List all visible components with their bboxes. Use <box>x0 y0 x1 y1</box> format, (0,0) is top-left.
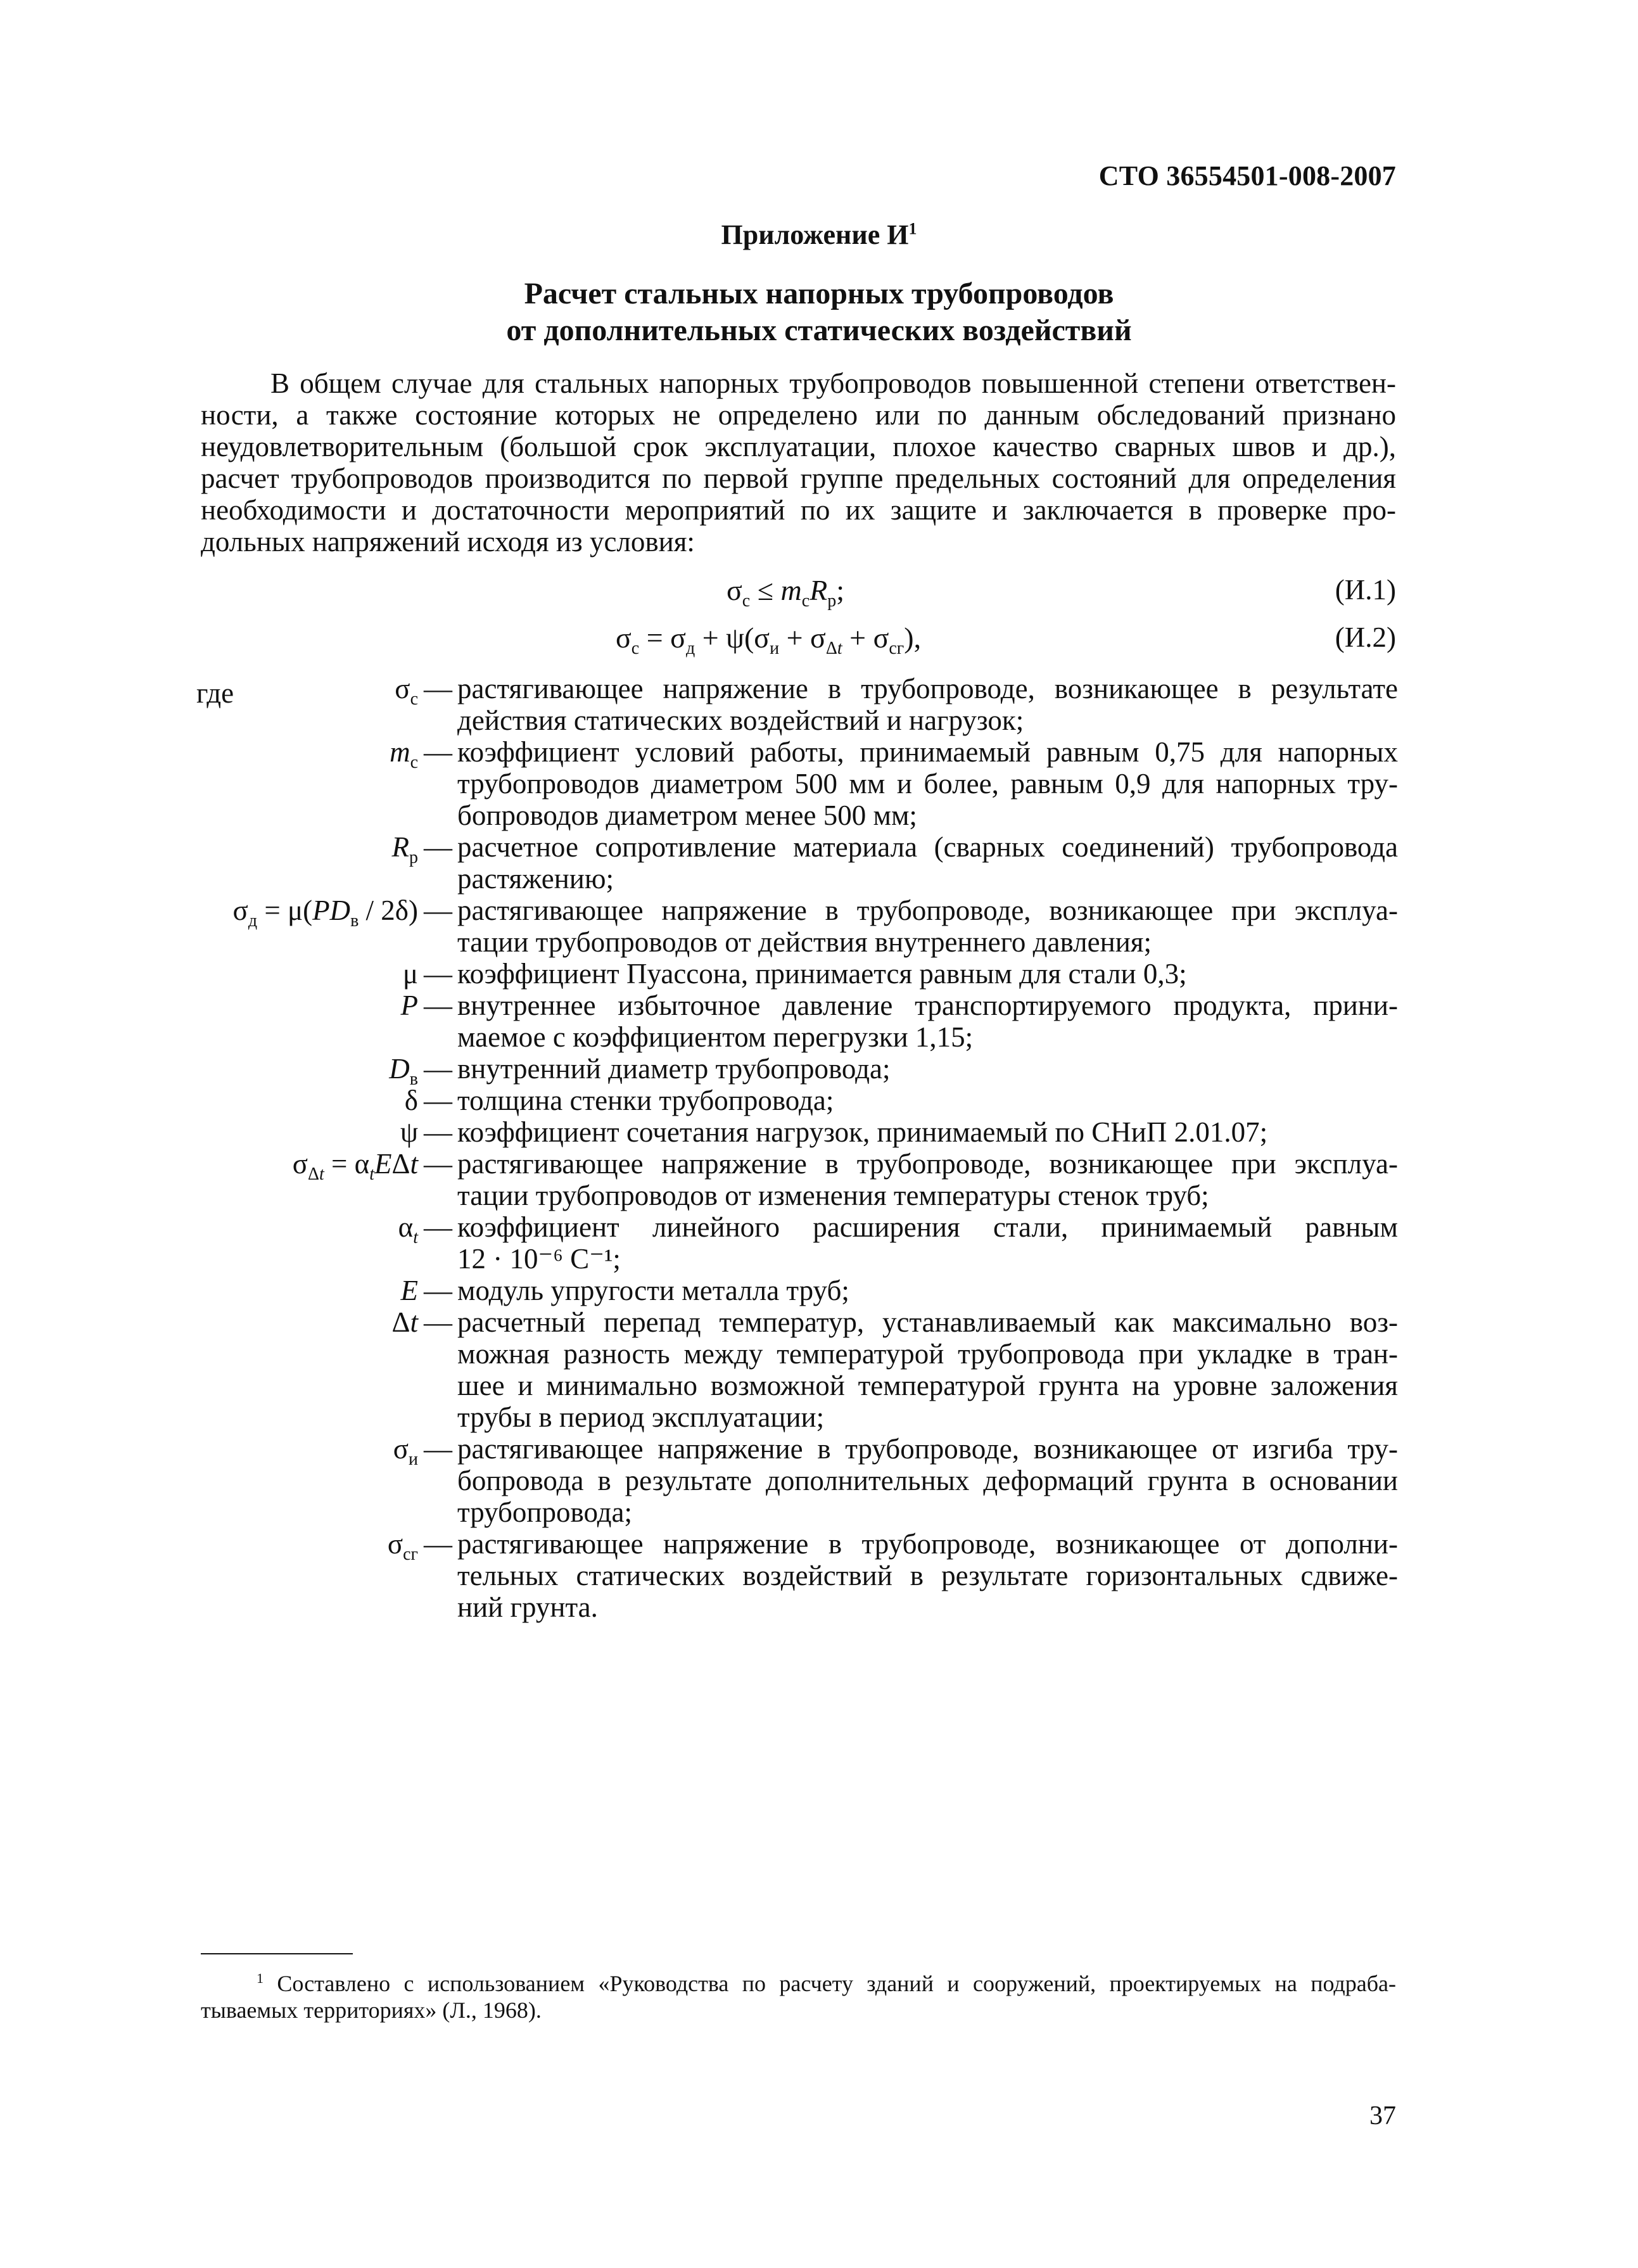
definition-line: расчетный перепад температур, устанавливаемый как максимально воз- <box>457 1306 1398 1338</box>
definition-line: растягивающее напряжение в трубопроводе, возникающее при эксплуа- <box>457 1148 1398 1180</box>
definition-symbol: $\sigma_{\Delta t} = \alpha_tE\Delta t$ <box>292 1148 418 1184</box>
definition-line: тельных статических воздействий в результате горизонтальных сдвиже- <box>457 1560 1398 1591</box>
definition-line: растяжению; <box>457 863 614 895</box>
definition-text <box>457 1433 1398 1528</box>
footnote <box>201 1965 1396 2023</box>
definition-dash: — <box>424 1085 452 1116</box>
definition-dash: — <box>424 1275 452 1306</box>
intro-line: дольных напряжений исходя из условия: <box>201 526 695 557</box>
definition-symbol: Δt <box>391 1306 418 1338</box>
definition-dash: — <box>424 831 452 863</box>
intro-paragraph <box>201 367 1396 557</box>
definition-item <box>201 1116 1398 1148</box>
definition-symbol: $\sigma_с$ <box>395 673 418 709</box>
definition-line: коэффициент Пуассона, принимается равным для стали 0,3; <box>457 958 1187 990</box>
definition-line: расчетное сопротивление материала (сварных соединений) трубопровода <box>457 831 1398 863</box>
definitions-list <box>201 673 1398 1623</box>
appendix-label <box>0 219 1638 251</box>
definition-text <box>457 990 1398 1053</box>
definition-line: коэффициент линейного расширения стали, принимаемый равным <box>457 1211 1398 1243</box>
definition-text <box>457 1275 1398 1306</box>
definition-line: бопровода в результате дополнительных деформаций грунта в основании <box>457 1465 1398 1496</box>
title-line-2: от дополнительных статических воздействий <box>506 314 1132 347</box>
definition-symbol: ψ <box>400 1116 418 1148</box>
appendix-footnote-mark: 1 <box>908 219 917 238</box>
definition-line: тации трубопроводов от действия внутреннего давления; <box>457 926 1152 958</box>
formula-2-number: (И.2) <box>1335 621 1396 653</box>
page-number: 37 <box>1369 2101 1396 2131</box>
footnote-mark: 1 <box>257 1970 263 1986</box>
footnote-line: тываемых территориях» (Л., 1968). <box>201 1997 542 2023</box>
document-code: СТО 36554501-008-2007 <box>1098 160 1396 191</box>
page-title <box>0 276 1638 349</box>
footnote-line-1-text: Составлено с использованием «Руководства по расчету зданий и сооружений, проектируемых на подраба- <box>277 1971 1397 1996</box>
intro-line: В общем случае для стальных напорных трубопроводов повышенной степени ответствен- <box>270 367 1396 399</box>
appendix-label-text: Приложение И <box>721 219 909 250</box>
footnote-line <box>201 1965 1396 1997</box>
definition-line: маемое с коэффициентом перегрузки 1,15; <box>457 1021 974 1053</box>
title-line-1: Расчет стальных напорных трубопроводов <box>524 277 1114 310</box>
definition-symbol: $\sigma_и$ <box>393 1433 418 1469</box>
definition-line: модуль упругости металла труб; <box>457 1275 849 1306</box>
intro-line: неудовлетворительным (большой срок эксплуатации, плохое качество сварных швов и др.), <box>201 431 1396 462</box>
formula-1-number: (И.1) <box>1335 574 1396 606</box>
definition-dash: — <box>424 1433 452 1465</box>
definition-item <box>201 990 1398 1053</box>
definition-dash: — <box>424 736 452 768</box>
definition-text <box>457 1306 1398 1433</box>
intro-line: ности, а также состояние которых не определено или по данным обследований признано <box>201 399 1396 431</box>
definition-text <box>457 736 1398 831</box>
definition-line: действия статических воздействий и нагрузок; <box>457 704 1024 736</box>
definition-dash: — <box>424 1148 452 1180</box>
definition-item <box>201 958 1398 990</box>
definition-line: 12 · 10⁻⁶ С⁻¹; <box>457 1243 621 1275</box>
definition-text <box>457 1148 1398 1211</box>
definition-text <box>457 1085 1398 1116</box>
definition-dash: — <box>424 1116 452 1148</box>
definition-symbol: $\alpha_t$ <box>398 1211 418 1247</box>
definition-item <box>201 831 1398 895</box>
definition-line: трубопроводов диаметром 500 мм и более, равным 0,9 для напорных тру- <box>457 768 1398 800</box>
definition-line: растягивающее напряжение в трубопроводе, возникающее в результате <box>457 673 1398 704</box>
definition-item <box>201 1053 1398 1089</box>
definition-item <box>201 1275 1398 1306</box>
formula-2: $\sigma_с = \sigma_д + \psi(\sigma_и + \sigma_{\Delta t} + \sigma_{сг})$, <box>616 621 922 659</box>
definition-line: трубопровода; <box>457 1496 633 1528</box>
definition-item <box>201 1528 1398 1623</box>
definition-line: внутренний диаметр трубопровода; <box>457 1053 891 1085</box>
definition-dash: — <box>424 1306 452 1338</box>
definition-line: шее и минимально возможной температурой грунта на уровне заложения <box>457 1370 1398 1401</box>
definition-line: ний грунта. <box>457 1591 598 1623</box>
definition-dash: — <box>424 1211 452 1243</box>
definition-item <box>201 736 1398 831</box>
definition-symbol: E <box>400 1275 418 1306</box>
definition-item <box>201 1211 1398 1275</box>
intro-line: расчет трубопроводов производится по первой группе предельных состояний для определения <box>201 462 1396 494</box>
formula-1: $\sigma_с \le m_сR_р$; <box>727 574 845 611</box>
definition-item <box>201 1433 1398 1528</box>
definition-dash: — <box>424 1528 452 1560</box>
definition-item <box>201 895 1398 958</box>
definition-line: коэффициент сочетания нагрузок, принимаемый по СНиП 2.01.07; <box>457 1116 1268 1148</box>
definition-dash: — <box>424 673 452 704</box>
definition-symbol: P <box>400 990 418 1021</box>
definition-line: толщина стенки трубопровода; <box>457 1085 834 1116</box>
definition-text <box>457 1528 1398 1623</box>
definition-text <box>457 1211 1398 1275</box>
definition-dash: — <box>424 895 452 926</box>
footnote-separator <box>201 1953 353 1954</box>
definition-text <box>457 958 1398 990</box>
definition-symbol: $m_с$ <box>390 736 418 772</box>
definition-symbol: $D_в$ <box>389 1053 418 1089</box>
intro-line: необходимости и достаточности мероприятий по их защите и заключается в проверке про- <box>201 494 1396 526</box>
definition-text <box>457 895 1398 958</box>
definition-line: внутреннее избыточное давление транспортируемого продукта, прини- <box>457 990 1398 1021</box>
definition-dash: — <box>424 1053 452 1085</box>
definition-text <box>457 1116 1398 1148</box>
definition-line: растягивающее напряжение в трубопроводе, возникающее от изгиба тру- <box>457 1433 1398 1465</box>
definition-text <box>457 1053 1398 1085</box>
definition-item <box>201 1085 1398 1116</box>
definition-item <box>201 1148 1398 1211</box>
where-label: где <box>196 677 234 709</box>
definition-text <box>457 673 1398 736</box>
definition-symbol: $R_р$ <box>391 831 418 867</box>
definition-line: тации трубопроводов от изменения температуры стенок труб; <box>457 1180 1209 1211</box>
definition-symbol: $\sigma_д = \mu(PD_в / 2\delta)$ <box>232 895 418 931</box>
definition-symbol: δ <box>404 1085 418 1116</box>
definition-line: трубы в период эксплуатации; <box>457 1401 825 1433</box>
definition-symbol: $\sigma_{сг}$ <box>387 1528 418 1564</box>
definition-dash: — <box>424 958 452 990</box>
definition-symbol: μ <box>402 958 418 990</box>
definition-dash: — <box>424 990 452 1021</box>
definition-line: растягивающее напряжение в трубопроводе, возникающее от дополни- <box>457 1528 1398 1560</box>
definition-line: можная разность между температурой трубопровода при укладке в тран- <box>457 1338 1398 1370</box>
definition-item <box>201 1306 1398 1433</box>
definition-line: бопроводов диаметром менее 500 мм; <box>457 800 917 831</box>
definition-item <box>201 673 1398 736</box>
definition-line: коэффициент условий работы, принимаемый равным 0,75 для напорных <box>457 736 1398 768</box>
definition-text <box>457 831 1398 895</box>
definition-line: растягивающее напряжение в трубопроводе, возникающее при эксплуа- <box>457 895 1398 926</box>
